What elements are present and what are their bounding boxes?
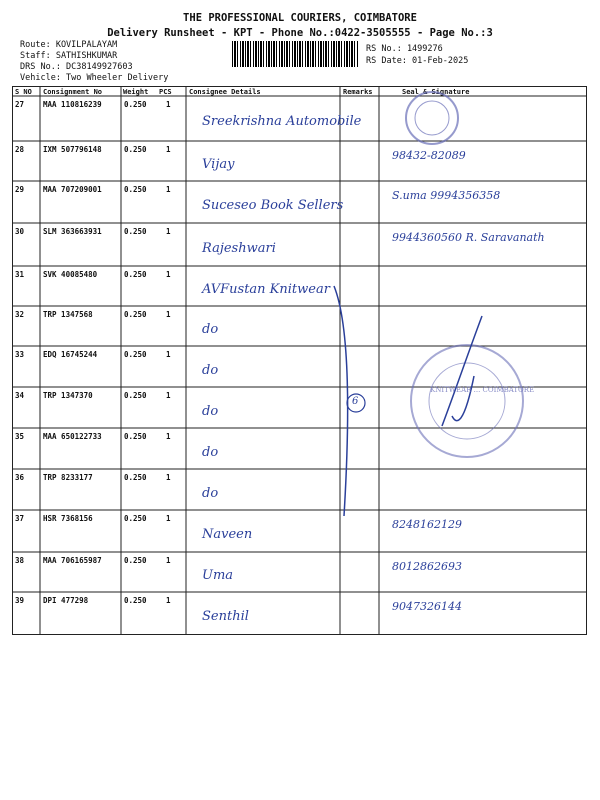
row-consignment: MAA 650122733 — [43, 432, 102, 441]
row-signature: 8248162129 — [392, 518, 462, 531]
row-consignee: Suceseo Book Sellers — [202, 198, 344, 213]
row-pcs: 1 — [166, 350, 171, 359]
vehicle-label: Vehicle: Two Wheeler Delivery — [20, 73, 169, 83]
row-pcs: 1 — [166, 100, 171, 109]
route-label: Route: KOVILPALAYAM — [20, 40, 118, 50]
row-pcs: 1 — [166, 185, 171, 194]
row-weight: 0.250 — [124, 556, 147, 565]
row-signature: 9047326144 — [392, 600, 462, 613]
row-sno: 32 — [15, 310, 25, 319]
row-weight: 0.250 — [124, 145, 147, 154]
row-pcs: 1 — [166, 227, 171, 236]
row-sno: 34 — [15, 391, 25, 400]
row-weight: 0.250 — [124, 514, 147, 523]
row-sno: 38 — [15, 556, 25, 565]
row-consignment: HSR 7368156 — [43, 514, 93, 523]
row-weight: 0.250 — [124, 596, 147, 605]
row-weight: 0.250 — [124, 310, 147, 319]
rs-date: RS Date: 01-Feb-2025 — [366, 56, 469, 66]
row-sno: 29 — [15, 185, 25, 194]
row-consignee: do — [202, 485, 219, 501]
col-consignment: Consignment No — [43, 88, 103, 96]
col-seal: Seal & Signature — [402, 88, 470, 96]
row-sno: 36 — [15, 473, 25, 482]
drs-label: DRS No.: DC38149927603 — [20, 62, 133, 72]
document-subtitle: Delivery Runsheet - KPT - Phone No.:0422-3505555 - Page No.:3 — [107, 27, 493, 39]
row-weight: 0.250 — [124, 391, 147, 400]
row-consignment: TRP 8233177 — [43, 473, 93, 482]
row-sno: 31 — [15, 270, 25, 279]
row-sno: 28 — [15, 145, 25, 154]
row-consignment: EDQ 16745244 — [43, 350, 98, 359]
row-pcs: 1 — [166, 473, 171, 482]
row-consignee: Uma — [202, 568, 234, 583]
row-pcs: 1 — [166, 391, 171, 400]
row-sno: 27 — [15, 100, 25, 109]
row-consignment: SVK 40085480 — [43, 270, 98, 279]
stamp-text: KNITWEAR ... COIMBATORE — [430, 386, 535, 394]
annotation-count: 6 — [352, 396, 359, 407]
staff-label: Staff: SATHISHKUMAR — [20, 51, 118, 61]
row-consignee: Naveen — [202, 527, 253, 542]
row-pcs: 1 — [166, 514, 171, 523]
row-consignee: Rajeshwari — [202, 240, 276, 256]
row-weight: 0.250 — [124, 227, 147, 236]
row-pcs: 1 — [166, 596, 171, 605]
row-weight: 0.250 — [124, 100, 147, 109]
col-sno: S NO — [15, 88, 32, 96]
row-weight: 0.250 — [124, 473, 147, 482]
row-weight: 0.250 — [124, 350, 147, 359]
row-consignee: do — [202, 403, 219, 419]
row-signature: 98432-82089 — [392, 149, 466, 162]
row-weight: 0.250 — [124, 270, 147, 279]
runsheet-table — [12, 86, 587, 636]
row-consignee: do — [202, 444, 219, 460]
row-consignee: AVFustan Knitwear — [202, 282, 330, 297]
document-title: THE PROFESSIONAL COURIERS, COIMBATORE — [183, 12, 417, 24]
row-consignee: Senthil — [202, 609, 249, 624]
col-weight: Weight — [123, 88, 149, 96]
row-pcs: 1 — [166, 310, 171, 319]
row-sno: 35 — [15, 432, 25, 441]
row-signature: 9944360560 R. Saravanath — [392, 231, 545, 244]
row-sno: 33 — [15, 350, 25, 359]
row-pcs: 1 — [166, 145, 171, 154]
row-weight: 0.250 — [124, 185, 147, 194]
col-remarks: Remarks — [343, 88, 373, 96]
row-consignment: IXM 507796148 — [43, 145, 102, 154]
row-signature: S.uma 9994356358 — [392, 189, 501, 202]
row-consignment: MAA 110816239 — [43, 100, 102, 109]
row-consignee: Vijay — [202, 157, 235, 172]
rs-number: RS No.: 1499276 — [366, 44, 443, 54]
row-consignee: Sreekrishna Automobile — [202, 114, 362, 129]
row-consignment: DPI 477298 — [43, 596, 89, 605]
row-sno: 37 — [15, 514, 25, 523]
row-sno: 39 — [15, 596, 25, 605]
row-pcs: 1 — [166, 432, 171, 441]
row-consignment: TRP 1347370 — [43, 391, 93, 400]
col-consignee: Consignee Details — [189, 88, 261, 96]
col-pcs: PCS — [159, 88, 172, 96]
row-consignment: TRP 1347568 — [43, 310, 93, 319]
row-signature: 8012862693 — [392, 560, 462, 573]
barcode — [232, 41, 358, 67]
row-consignment: MAA 707209001 — [43, 185, 102, 194]
row-consignee: do — [202, 362, 219, 378]
row-consignment: MAA 706165987 — [43, 556, 102, 565]
stamp-marks — [12, 86, 587, 636]
row-consignee: do — [202, 322, 219, 337]
row-consignment: SLM 363663931 — [43, 227, 102, 236]
row-sno: 30 — [15, 227, 25, 236]
row-pcs: 1 — [166, 556, 171, 565]
row-weight: 0.250 — [124, 432, 147, 441]
row-pcs: 1 — [166, 270, 171, 279]
